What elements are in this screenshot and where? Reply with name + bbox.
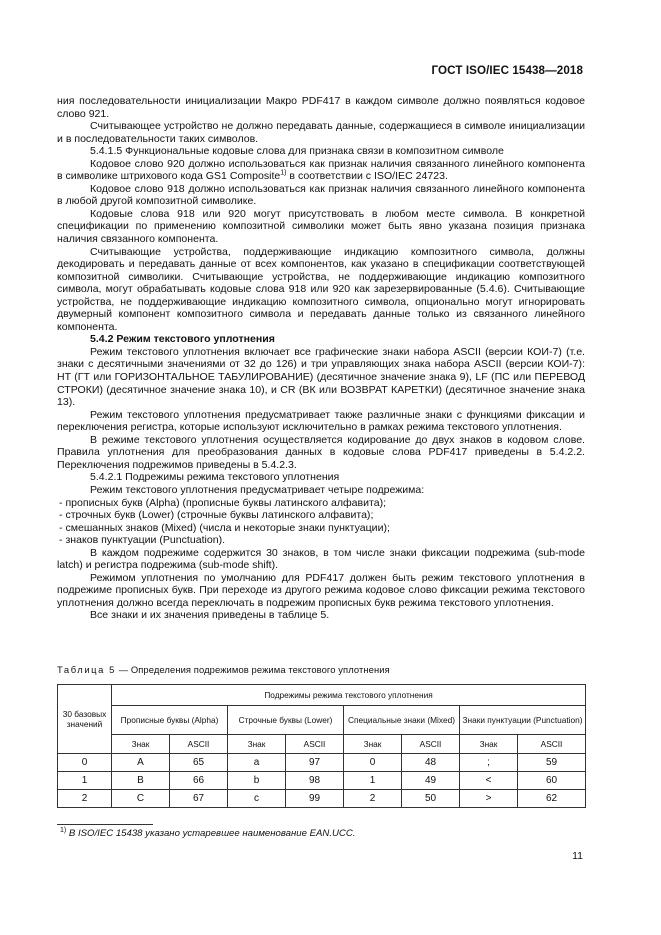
table-header-ascii: ASCII xyxy=(286,735,344,754)
table-header-punctuation: Знаки пунктуации (Punctuation) xyxy=(460,706,586,735)
table-cell: 98 xyxy=(286,772,344,790)
table-cell: 1 xyxy=(58,772,112,790)
table-caption-label: Таблица 5 xyxy=(57,664,116,675)
list-item: - строчных букв (Lower) (строчные буквы латинского алфавита); xyxy=(59,509,374,522)
table-cell: b xyxy=(228,772,286,790)
paragraph: Считывающее устройство не должно передавать данные, содержащиеся в символе инициализации и в последовательности таких символов. xyxy=(57,120,585,145)
table-cell: 2 xyxy=(58,790,112,808)
table-cell: A xyxy=(112,754,170,772)
table-row xyxy=(58,754,586,772)
paragraph: В режиме текстового уплотнения осуществляется кодирование до двух знаков в кодовом слове. Правила уплотнения для преобразования данных в кодовые слова PDF417 приведены в 5.4.2.2. Переключения подрежимов приведены в 5.4.2.3. xyxy=(57,433,585,471)
paragraph-text: в соответствии с ISO/IEC 24723. xyxy=(286,170,448,183)
table-cell: < xyxy=(460,772,518,790)
table-header-base-values: 30 базовых значений xyxy=(58,685,112,754)
table-cell: 0 xyxy=(344,754,402,772)
paragraph-text: Кодовое слово 920 должно использоваться как признак наличия связанного линейного компонента в символике штрихового кода GS1 Composite xyxy=(57,157,585,183)
document-header: ГОСТ ISO/IEC 15438—2018 xyxy=(431,64,583,77)
subsection-heading-5-4-2-1: 5.4.2.1 Подрежимы режима текстового уплотнения xyxy=(90,471,340,484)
table-header-lower: Строчные буквы (Lower) xyxy=(228,706,344,735)
document-body xyxy=(57,95,585,622)
paragraph: Все знаки и их значения приведены в таблице 5. xyxy=(90,609,330,622)
table-cell: 67 xyxy=(170,790,228,808)
table-header-sign: Знак xyxy=(112,735,170,754)
table-cell: 62 xyxy=(518,790,586,808)
subsection-heading-5-4-1-5: 5.4.1.5 Функциональные кодовые слова для признака связи в композитном символе xyxy=(90,145,504,158)
paragraph: Режимом уплотнения по умолчанию для PDF417 должен быть режим текстового уплотнения в подрежиме прописных букв. При переходе из другого режима кодовое слово фиксации режима текстового уплотнения должно всегда переключать в подрежим прописных букв режима текстового уплотнения. xyxy=(57,571,585,609)
footnote-reference: 1) xyxy=(280,169,287,177)
footnote-text: В ISO/IEC 15438 указано устаревшее наименование EAN.UCC. xyxy=(66,828,356,839)
page-number: 11 xyxy=(572,850,583,862)
table-cell: 0 xyxy=(58,754,112,772)
paragraph: В каждом подрежиме содержится 30 знаков, в том числе знаки фиксации подрежима (sub-mode latch) и регистра подрежима (sub-mode shift). xyxy=(57,546,585,572)
table-header-row xyxy=(58,706,586,735)
table-header-mixed: Специальные знаки (Mixed) xyxy=(344,706,460,735)
table-cell: 2 xyxy=(344,790,402,808)
paragraph: Кодовое слово 918 должно использоваться как признак наличия связанного линейного компонента в любой другой композитной символике. xyxy=(57,182,585,208)
table-cell: 99 xyxy=(286,790,344,808)
table-cell: 1 xyxy=(344,772,402,790)
table-header-group: Подрежимы режима текстового уплотнения xyxy=(112,685,586,706)
list-item: - знаков пунктуации (Punctuation). xyxy=(59,534,226,547)
table-cell: 48 xyxy=(402,754,460,772)
table-row xyxy=(58,790,586,808)
table-cell: > xyxy=(460,790,518,808)
table-header-row xyxy=(58,685,586,706)
table-header-sign: Знак xyxy=(344,735,402,754)
table-header-sign: Знак xyxy=(228,735,286,754)
paragraph: Считывающие устройства, поддерживающие индикацию композитного символа, должны декодировать и передавать данные от всех компонентов, как указано в спецификации соответствующей композитной символики. Считывающие устройства, не поддерживающие индикацию композитного символа, могут обрабатывать кодовые слова 918 или 920 как зарезервированные (5.4.6). Считывающие устройства, не поддерживающие индикацию композитного символа, опционально могут игнорировать двумерный компонент композитного символа и передавать данные только из связанного линейного компонента. xyxy=(57,245,585,333)
submode-table xyxy=(57,684,586,808)
table-header-sign: Знак xyxy=(460,735,518,754)
paragraph: Кодовые слова 918 или 920 могут присутствовать в любом месте символа. В конкретной спецификации по применению композитной символики может быть явно указана позиция признака наличия связанного компонента. xyxy=(57,207,585,246)
table-header-row xyxy=(58,735,586,754)
table-caption-text: — Определения подрежимов режима текстового уплотнения xyxy=(115,664,390,675)
table-header-ascii: ASCII xyxy=(402,735,460,754)
paragraph: Режим текстового уплотнения предусматривает также различные знаки с функциями фиксации и переключения регистра, которые используют исключительно в рамках режима текстового уплотнения. xyxy=(57,408,585,434)
footnote xyxy=(60,828,355,839)
table-row xyxy=(58,772,586,790)
table-header-alpha: Прописные буквы (Alpha) xyxy=(112,706,228,735)
table-cell: ; xyxy=(460,754,518,772)
table-cell: C xyxy=(112,790,170,808)
footnote-divider xyxy=(57,824,153,825)
table-cell: a xyxy=(228,754,286,772)
section-heading-5-4-2: 5.4.2 Режим текстового уплотнения xyxy=(90,333,275,346)
table-header-ascii: ASCII xyxy=(170,735,228,754)
paragraph: ния последовательности инициализации Макро PDF417 в каждом символе должно появляться кодовое слово 921. xyxy=(57,95,585,120)
table-header-ascii: ASCII xyxy=(518,735,586,754)
paragraph: Режим текстового уплотнения включает все графические знаки набора ASCII (версии КОИ-7) (т.е. знаки с десятичными значениями от 32 до 126) и три управляющих знака набора ASCII (версии КОИ-7): HT (ГТ или ГОРИЗОНТАЛЬНОЕ ТАБУЛИРОВАНИЕ) (десятичное значение знака 9), LF (ПС или ПЕРЕВОД СТРОКИ) (десятичное значение знака 10), и CR (ВК или ВОЗВРАТ КАРЕТКИ) (десятичное значение знака 13). xyxy=(57,345,585,409)
paragraph xyxy=(57,158,585,183)
table-cell: 59 xyxy=(518,754,586,772)
list-item: - прописных букв (Alpha) (прописные буквы латинского алфавита); xyxy=(59,496,387,509)
list-item: - смешанных знаков (Mixed) (числа и некоторые знаки пунктуации); xyxy=(59,521,390,534)
table-cell: 60 xyxy=(518,772,586,790)
table-cell: 49 xyxy=(402,772,460,790)
table-cell: c xyxy=(228,790,286,808)
footnote-mark: 1) xyxy=(60,826,67,834)
table-caption xyxy=(57,664,390,675)
paragraph: Режим текстового уплотнения предусматривает четыре подрежима: xyxy=(90,483,425,496)
table-cell: 50 xyxy=(402,790,460,808)
table-cell: 97 xyxy=(286,754,344,772)
table-cell: 66 xyxy=(170,772,228,790)
table-cell: B xyxy=(112,772,170,790)
table-cell: 65 xyxy=(170,754,228,772)
